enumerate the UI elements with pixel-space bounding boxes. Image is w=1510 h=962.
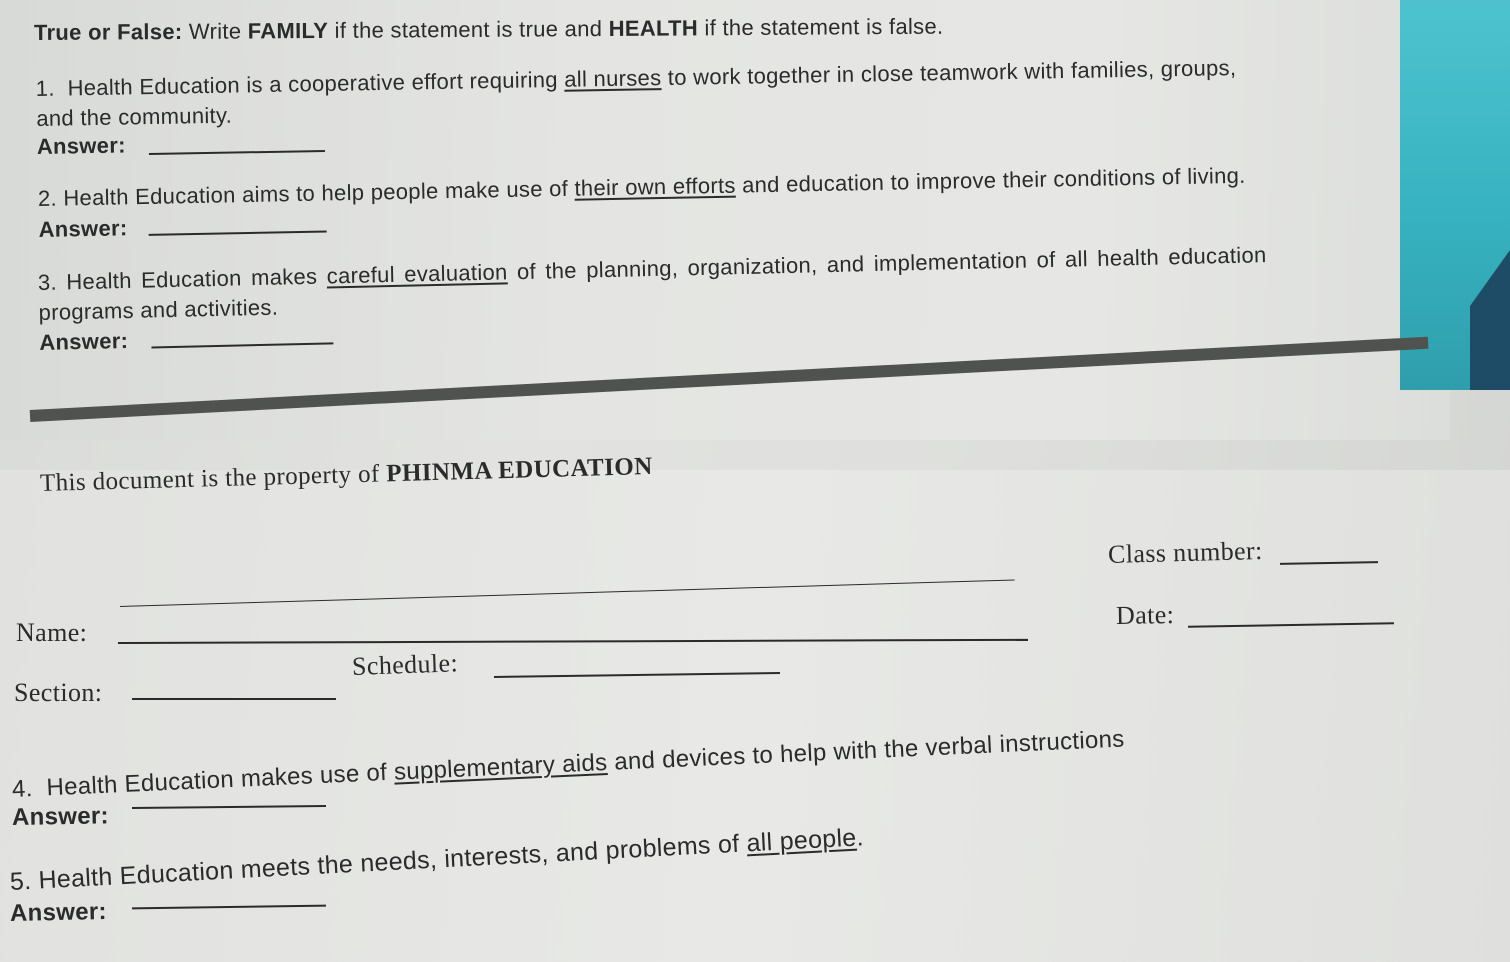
question-1-pre: Health Education is a cooperative effort requiring [67, 66, 565, 101]
question-3-line2: programs and activities. [38, 294, 279, 325]
worksheet-bottom-page [0, 470, 1510, 962]
answer-5-label: Answer: [9, 897, 108, 927]
question-5-number: 5. [9, 866, 33, 896]
question-1-underlined: all nurses [564, 65, 662, 92]
question-3-post: of the planning, organization, and implementation of all health education [507, 242, 1267, 285]
question-4-number: 4. [11, 775, 34, 803]
question-3-number: 3. [37, 269, 58, 295]
question-2-underlined: their own efforts [574, 172, 736, 201]
property-notice-prefix: This document is the property of [39, 460, 387, 497]
answer-1-label: Answer: [36, 132, 126, 159]
instructions-text-3: if the statement is false. [697, 13, 944, 41]
question-4-post: and devices to help with the verbal instructions [606, 725, 1126, 776]
section-blank[interactable] [132, 698, 336, 700]
instructions-lead: True or False: [33, 18, 183, 45]
question-4-pre: Health Education makes use of [45, 758, 395, 802]
answer-4-label: Answer: [11, 802, 110, 831]
name-label: Name: [16, 618, 88, 647]
question-2-pre: Health Education aims to help people make use of [63, 175, 575, 211]
question-2-post: and education to improve their conditions of living. [735, 162, 1246, 198]
question-2-number: 2. [37, 185, 58, 211]
question-3-underlined: careful evaluation [326, 259, 508, 289]
question-5-pre: Health Education meets the needs, interests, and problems of [37, 829, 748, 895]
true-keyword: FAMILY [247, 17, 329, 44]
answer-2-label: Answer: [38, 215, 128, 242]
instructions-text-2: if the statement is true and [328, 15, 609, 43]
instructions-text-1: Write [182, 18, 248, 44]
question-4-underlined: supplementary aids [393, 748, 608, 786]
question-1-post: to work together in close teamwork with families, groups, [661, 55, 1237, 91]
question-5-post: . [855, 823, 865, 852]
class-number-label: Class number: [1107, 535, 1264, 569]
false-keyword: HEALTH [608, 15, 699, 41]
answer-3-label: Answer: [39, 327, 129, 355]
question-1-number: 1. [35, 75, 55, 101]
date-label: Date: [1115, 599, 1175, 630]
question-1-line2: and the community. [36, 102, 233, 131]
schedule-label: Schedule: [351, 648, 459, 681]
section-label: Section: [14, 678, 103, 707]
property-owner: PHINMA EDUCATION [385, 452, 653, 488]
question-3-pre: Health Education makes [66, 263, 328, 295]
question-5-underlined: all people [745, 823, 858, 858]
